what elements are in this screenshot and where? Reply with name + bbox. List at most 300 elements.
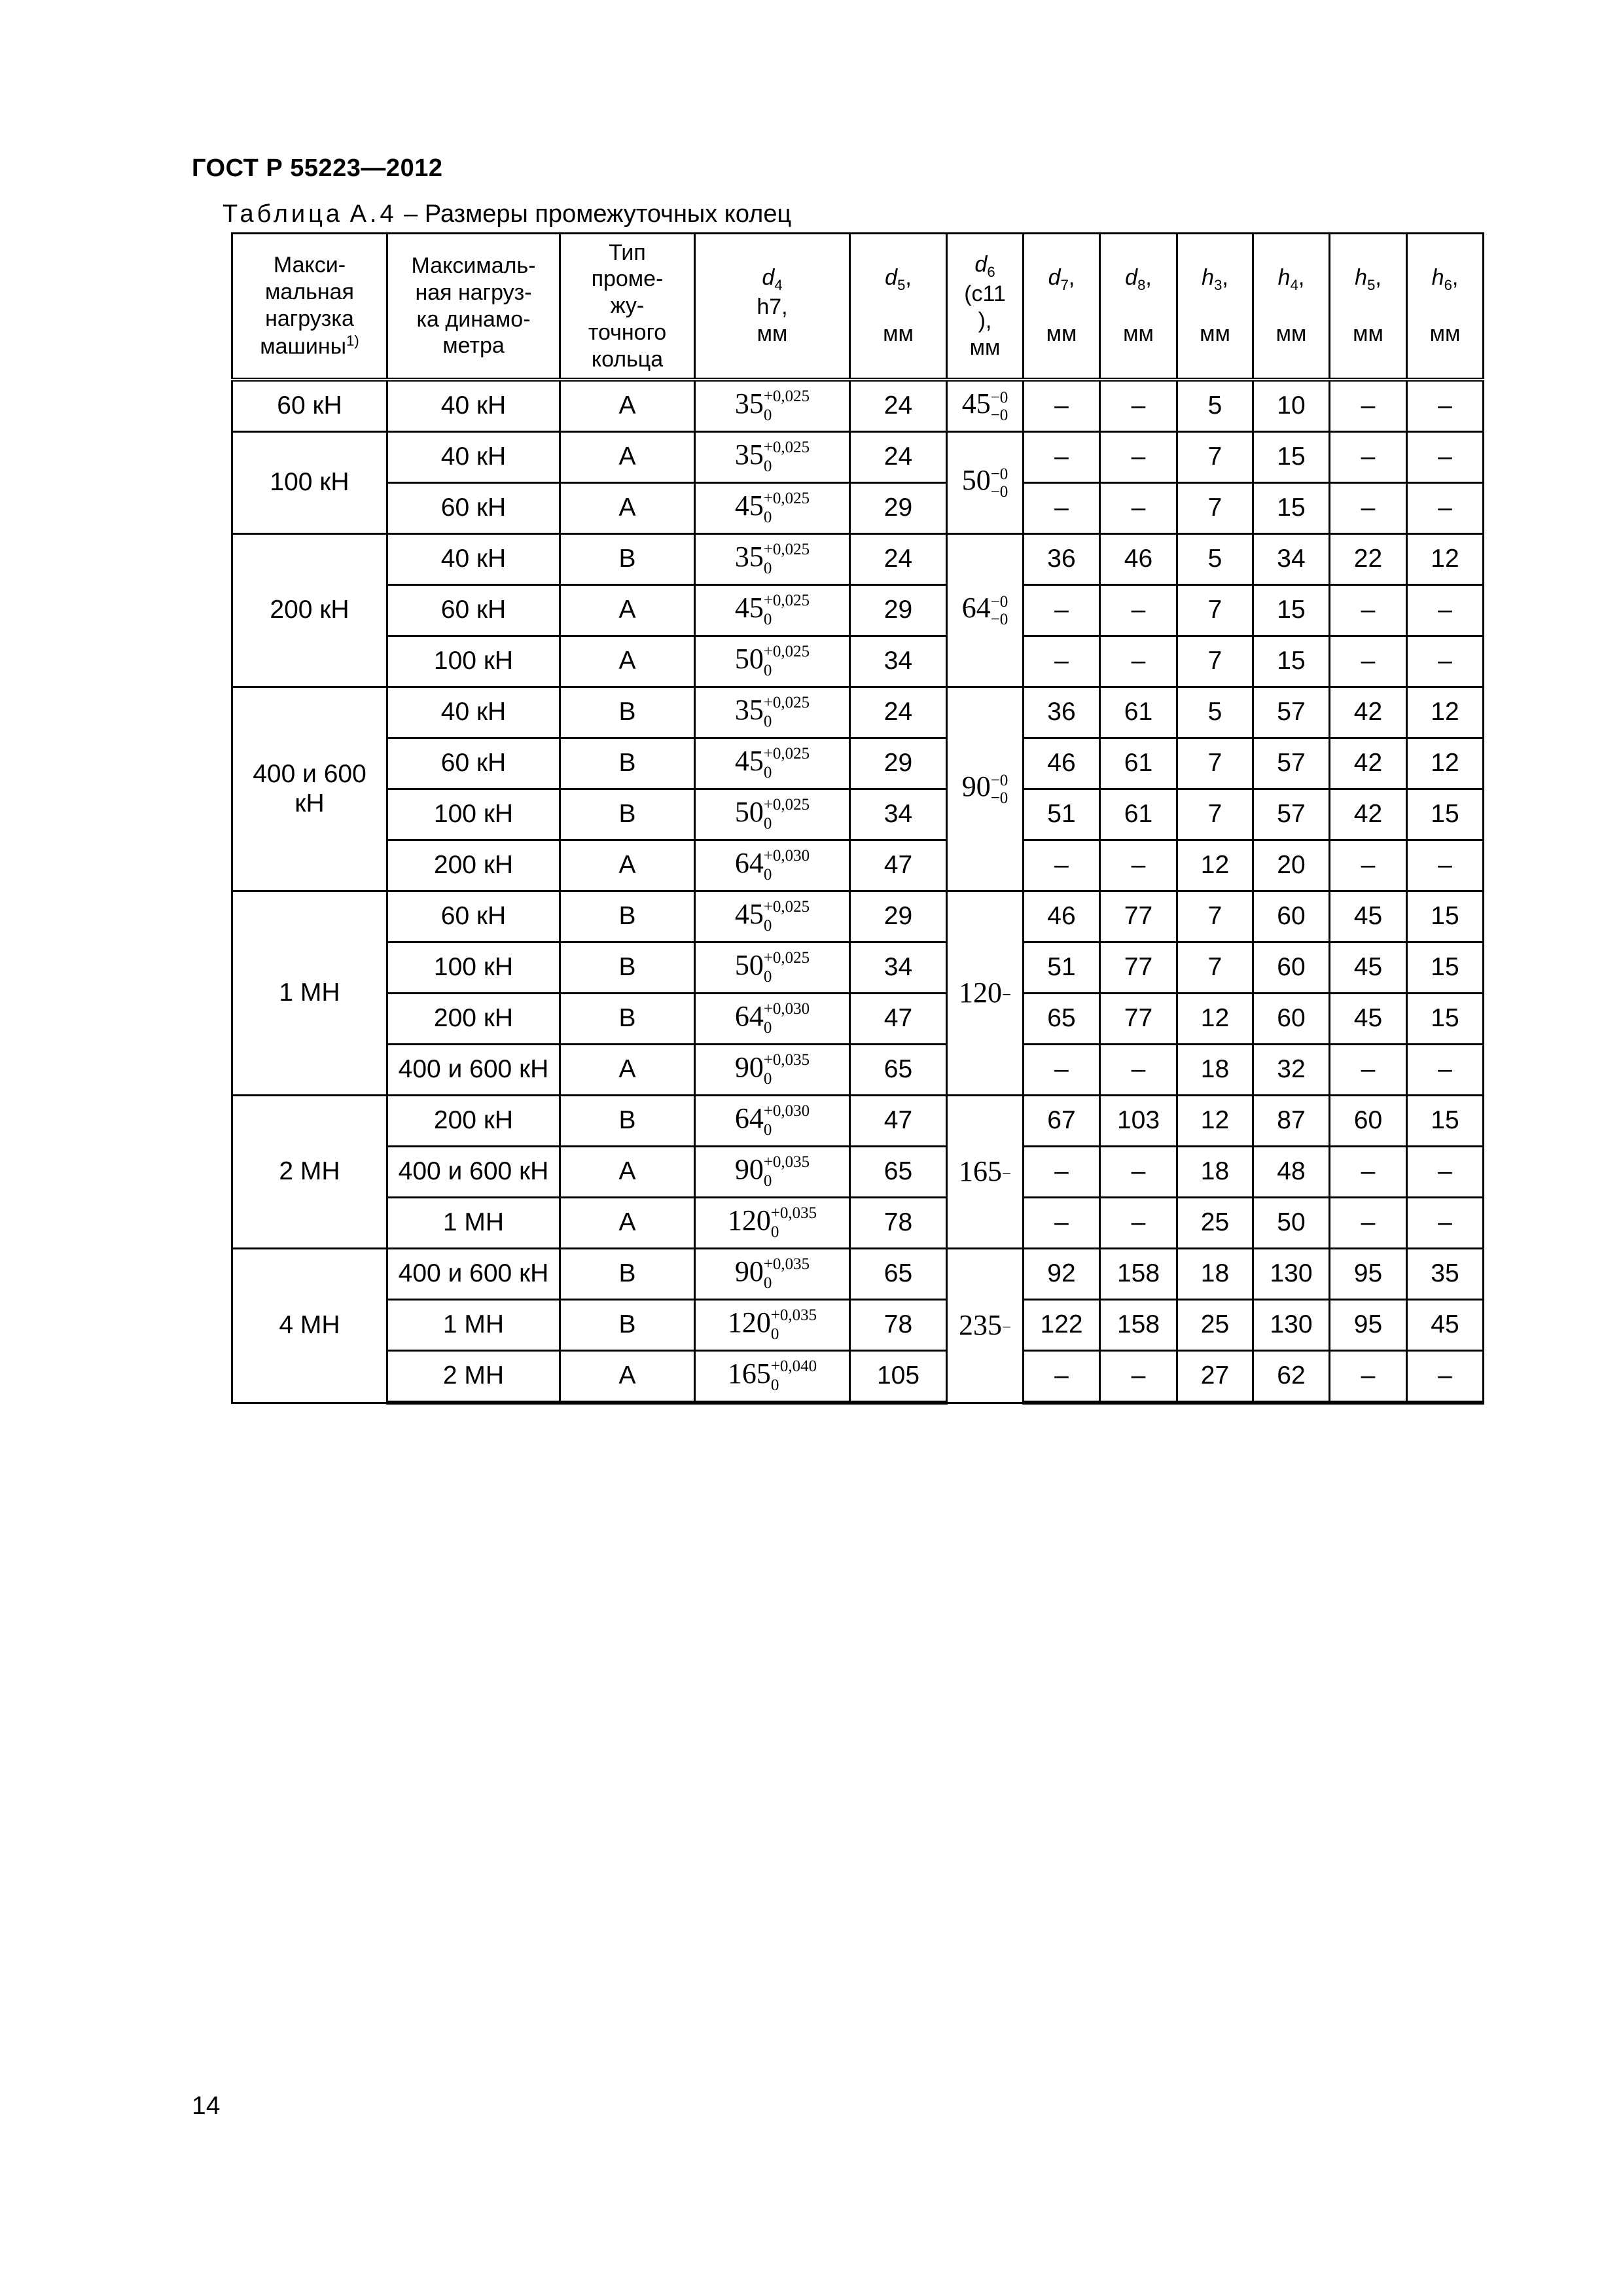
cell-d8: – <box>1100 636 1177 687</box>
cell-dynamometer-load: 200 кН <box>387 840 560 891</box>
cell-machine-load: 2 МН <box>232 1096 387 1249</box>
d6-nominal: 90 <box>961 770 991 803</box>
cell-d4 <box>695 1249 850 1300</box>
d4-lower-deviation: 0 <box>770 1376 779 1394</box>
cell-h6: 12 <box>1407 534 1484 585</box>
cell-d4 <box>695 942 850 994</box>
cell-d7: 51 <box>1024 942 1100 994</box>
cell-d4 <box>695 789 850 840</box>
d6-upper-deviation: −0 <box>990 388 1008 406</box>
d4-nominal: 50 <box>734 948 764 981</box>
cell-dynamometer-load: 40 кН <box>387 687 560 738</box>
d6-tolerance <box>1002 986 1011 1005</box>
d4-tolerance <box>764 898 810 936</box>
d4-tolerance <box>764 949 810 987</box>
col-header-h6: $h_6$, мм <box>1407 234 1484 380</box>
cell-d4 <box>695 1096 850 1147</box>
cell-dynamometer-load: 200 кН <box>387 1096 560 1147</box>
cell-d8: 61 <box>1100 789 1177 840</box>
cell-machine-load: 1 МН <box>232 891 387 1096</box>
cell-h6: – <box>1407 380 1484 432</box>
d6-lower-deviation: − <box>1001 1319 1012 1337</box>
cell-d5: 29 <box>850 891 947 942</box>
cell-h3: 7 <box>1177 891 1253 942</box>
d4-nominal: 64 <box>734 1102 764 1134</box>
d4-tolerance <box>764 1000 810 1038</box>
d4-lower-deviation: 0 <box>763 967 772 986</box>
d4-lower-deviation: 0 <box>763 661 772 679</box>
cell-h4: 62 <box>1253 1351 1330 1403</box>
cell-d8: 77 <box>1100 994 1177 1045</box>
cell-ring-type: В <box>560 891 695 942</box>
cell-ring-type: А <box>560 1198 695 1249</box>
d4-nominal: 45 <box>734 897 764 930</box>
col-header-d6: $d_6$ (c11 ), мм <box>947 234 1024 380</box>
cell-d8: – <box>1100 432 1177 483</box>
cell-d5: 29 <box>850 585 947 636</box>
d6-tolerance <box>991 772 1008 808</box>
d4-nominal: 35 <box>734 693 764 726</box>
table-caption <box>223 200 791 228</box>
cell-h3: 18 <box>1177 1249 1253 1300</box>
cell-h6: – <box>1407 1351 1484 1403</box>
d4-nominal: 35 <box>734 540 764 573</box>
cell-h4: 60 <box>1253 942 1330 994</box>
cell-h3: 7 <box>1177 636 1253 687</box>
header-row <box>232 234 1484 380</box>
cell-h5: – <box>1330 636 1407 687</box>
cell-d8: – <box>1100 380 1177 432</box>
d4-lower-deviation: 0 <box>763 406 772 424</box>
cell-d5: 24 <box>850 534 947 585</box>
d4-nominal: 45 <box>734 744 764 777</box>
cell-h3: 12 <box>1177 994 1253 1045</box>
caption-title: Размеры промежуточных колец <box>424 200 792 228</box>
cell-d7: – <box>1024 432 1100 483</box>
d6-nominal: 45 <box>961 387 991 420</box>
cell-d8: – <box>1100 1147 1177 1198</box>
cell-dynamometer-load: 40 кН <box>387 380 560 432</box>
cell-d7: – <box>1024 483 1100 534</box>
d4-lower-deviation: 0 <box>763 916 772 935</box>
table-row <box>232 994 1484 1045</box>
d4-upper-deviation: +0,035 <box>770 1306 817 1324</box>
cell-d6 <box>947 1096 1024 1249</box>
cell-h3: 7 <box>1177 942 1253 994</box>
cell-ring-type: В <box>560 534 695 585</box>
cell-ring-type: А <box>560 840 695 891</box>
cell-ring-type: В <box>560 1300 695 1351</box>
cell-d7: – <box>1024 1198 1100 1249</box>
d4-upper-deviation: +0,030 <box>763 846 810 865</box>
d4-nominal: 90 <box>734 1255 764 1287</box>
cell-machine-load: 200 кН <box>232 534 387 687</box>
cell-h4: 32 <box>1253 1045 1330 1096</box>
col-header-h3: $h_3$, мм <box>1177 234 1253 380</box>
cell-d8: – <box>1100 483 1177 534</box>
cell-h4: 34 <box>1253 534 1330 585</box>
d4-tolerance <box>764 1051 810 1089</box>
cell-dynamometer-load: 40 кН <box>387 432 560 483</box>
cell-d5: 47 <box>850 994 947 1045</box>
cell-d8: 61 <box>1100 738 1177 789</box>
cell-h3: 25 <box>1177 1300 1253 1351</box>
cell-h4: 130 <box>1253 1300 1330 1351</box>
cell-d7: – <box>1024 585 1100 636</box>
document-code: ГОСТ Р 55223—2012 <box>192 154 443 182</box>
cell-d5: 65 <box>850 1045 947 1096</box>
table-row <box>232 636 1484 687</box>
table-row <box>232 789 1484 840</box>
cell-h3: 7 <box>1177 585 1253 636</box>
cell-d5: 78 <box>850 1300 947 1351</box>
cell-h4: 60 <box>1253 994 1330 1045</box>
cell-h6: 12 <box>1407 738 1484 789</box>
d4-upper-deviation: +0,035 <box>763 1255 810 1273</box>
cell-d8: – <box>1100 585 1177 636</box>
cell-dynamometer-load: 1 МН <box>387 1198 560 1249</box>
cell-h5: – <box>1330 432 1407 483</box>
cell-h5: – <box>1330 1147 1407 1198</box>
d4-tolerance <box>771 1204 817 1242</box>
cell-ring-type: В <box>560 942 695 994</box>
table-row <box>232 380 1484 432</box>
d4-upper-deviation: +0,025 <box>763 897 810 916</box>
d4-nominal: 35 <box>734 387 764 420</box>
cell-d5: 47 <box>850 1096 947 1147</box>
col-header-dynamometer: Максималь- ная нагруз- ка динамо- метра <box>387 234 560 380</box>
col-header-d5: $d_5$, мм <box>850 234 947 380</box>
cell-dynamometer-load: 100 кН <box>387 942 560 994</box>
cell-h3: 27 <box>1177 1351 1253 1403</box>
cell-d4 <box>695 1351 850 1403</box>
cell-ring-type: В <box>560 1096 695 1147</box>
d6-nominal: 50 <box>961 464 991 497</box>
d4-tolerance <box>764 387 810 425</box>
cell-ring-type: В <box>560 687 695 738</box>
cell-d8: 77 <box>1100 891 1177 942</box>
cell-dynamometer-load: 400 и 600 кН <box>387 1045 560 1096</box>
d4-nominal: 120 <box>727 1306 771 1338</box>
cell-dynamometer-load: 2 МН <box>387 1351 560 1403</box>
cell-d8: 77 <box>1100 942 1177 994</box>
cell-h3: 5 <box>1177 534 1253 585</box>
cell-d7: 51 <box>1024 789 1100 840</box>
cell-d5: 47 <box>850 840 947 891</box>
cell-d4 <box>695 1300 850 1351</box>
cell-dynamometer-load: 40 кН <box>387 534 560 585</box>
d6-lower-deviation: −0 <box>990 483 1008 501</box>
table-row <box>232 1147 1484 1198</box>
cell-h5: – <box>1330 483 1407 534</box>
table-row <box>232 687 1484 738</box>
cell-d7: – <box>1024 1351 1100 1403</box>
cell-ring-type: А <box>560 1045 695 1096</box>
cell-h4: 60 <box>1253 891 1330 942</box>
d6-lower-deviation: −0 <box>990 789 1008 808</box>
cell-d7: 65 <box>1024 994 1100 1045</box>
d4-tolerance <box>764 847 810 885</box>
d4-lower-deviation: 0 <box>763 814 772 833</box>
d4-lower-deviation: 0 <box>763 1274 772 1292</box>
cell-machine-load: 400 и 600 кН <box>232 687 387 891</box>
d4-lower-deviation: 0 <box>763 508 772 526</box>
cell-ring-type: А <box>560 1147 695 1198</box>
d4-lower-deviation: 0 <box>770 1325 779 1343</box>
d4-upper-deviation: +0,025 <box>763 948 810 967</box>
cell-d6 <box>947 380 1024 432</box>
d4-upper-deviation: +0,030 <box>763 999 810 1018</box>
cell-d8: – <box>1100 840 1177 891</box>
cell-h3: 7 <box>1177 483 1253 534</box>
d6-nominal: 165 <box>958 1155 1002 1188</box>
cell-h6: – <box>1407 636 1484 687</box>
cell-h3: 12 <box>1177 840 1253 891</box>
cell-d5: 24 <box>850 432 947 483</box>
cell-h5: 22 <box>1330 534 1407 585</box>
cell-h5: – <box>1330 1198 1407 1249</box>
cell-d7: 36 <box>1024 687 1100 738</box>
cell-h5: 95 <box>1330 1300 1407 1351</box>
cell-h6: – <box>1407 1147 1484 1198</box>
d4-upper-deviation: +0,025 <box>763 591 810 609</box>
table-row <box>232 585 1484 636</box>
cell-h4: 20 <box>1253 840 1330 891</box>
d4-lower-deviation: 0 <box>763 559 772 577</box>
cell-d6 <box>947 1249 1024 1403</box>
cell-h6: – <box>1407 1198 1484 1249</box>
cell-h5: – <box>1330 840 1407 891</box>
cell-d4 <box>695 636 850 687</box>
cell-dynamometer-load: 400 и 600 кН <box>387 1147 560 1198</box>
cell-ring-type: В <box>560 1249 695 1300</box>
cell-d4 <box>695 585 850 636</box>
d6-tolerance <box>991 593 1008 629</box>
cell-d7: 67 <box>1024 1096 1100 1147</box>
cell-d4 <box>695 432 850 483</box>
cell-d5: 29 <box>850 738 947 789</box>
table-row <box>232 534 1484 585</box>
cell-h5: – <box>1330 585 1407 636</box>
d4-lower-deviation: 0 <box>770 1223 779 1241</box>
page-number: 14 <box>192 2092 221 2120</box>
cell-d7: 46 <box>1024 891 1100 942</box>
d4-lower-deviation: 0 <box>763 712 772 730</box>
col-header-h4: $h_4$, мм <box>1253 234 1330 380</box>
cell-h6: 12 <box>1407 687 1484 738</box>
cell-h5: – <box>1330 380 1407 432</box>
d4-nominal: 64 <box>734 999 764 1032</box>
d4-upper-deviation: +0,040 <box>770 1357 817 1375</box>
cell-dynamometer-load: 1 МН <box>387 1300 560 1351</box>
cell-dynamometer-load: 400 и 600 кН <box>387 1249 560 1300</box>
cell-d8: 46 <box>1100 534 1177 585</box>
d4-nominal: 90 <box>734 1050 764 1083</box>
table-row <box>232 1351 1484 1403</box>
d4-upper-deviation: +0,025 <box>763 438 810 456</box>
cell-h4: 50 <box>1253 1198 1330 1249</box>
cell-d5: 34 <box>850 636 947 687</box>
col-header-d7: $d_7$, мм <box>1024 234 1100 380</box>
table-row <box>232 891 1484 942</box>
cell-d4 <box>695 687 850 738</box>
cell-d8: 103 <box>1100 1096 1177 1147</box>
d4-upper-deviation: +0,025 <box>763 489 810 507</box>
d4-nominal: 35 <box>734 438 764 471</box>
ring-dimensions-table <box>231 232 1484 1405</box>
cell-ring-type: В <box>560 789 695 840</box>
d6-tolerance <box>991 465 1008 501</box>
cell-d6 <box>947 891 1024 1096</box>
cell-h4: 15 <box>1253 585 1330 636</box>
d6-upper-deviation: −0 <box>990 465 1008 483</box>
col-header-d4: $d_4$ h7, мм <box>695 234 850 380</box>
cell-h6: – <box>1407 1045 1484 1096</box>
d4-nominal: 90 <box>734 1153 764 1185</box>
caption-dash: – <box>404 200 418 228</box>
table-row <box>232 432 1484 483</box>
cell-d7: – <box>1024 636 1100 687</box>
d4-lower-deviation: 0 <box>763 865 772 884</box>
d6-nominal: 64 <box>961 592 991 624</box>
d6-upper-deviation: −0 <box>990 592 1008 611</box>
cell-d4 <box>695 840 850 891</box>
cell-ring-type: А <box>560 1351 695 1403</box>
cell-d5: 29 <box>850 483 947 534</box>
table-row <box>232 738 1484 789</box>
d4-tolerance <box>764 592 810 630</box>
d4-upper-deviation: +0,025 <box>763 387 810 405</box>
cell-d5: 65 <box>850 1147 947 1198</box>
cell-ring-type: А <box>560 585 695 636</box>
cell-d4 <box>695 380 850 432</box>
cell-h6: 15 <box>1407 891 1484 942</box>
cell-d4 <box>695 534 850 585</box>
cell-h6: 15 <box>1407 789 1484 840</box>
d4-nominal: 50 <box>734 642 764 675</box>
table-row <box>232 1198 1484 1249</box>
cell-h5: 42 <box>1330 738 1407 789</box>
d4-upper-deviation: +0,025 <box>763 744 810 762</box>
cell-d7: – <box>1024 1045 1100 1096</box>
cell-h5: 45 <box>1330 942 1407 994</box>
d4-nominal: 45 <box>734 489 764 522</box>
cell-h5: 42 <box>1330 687 1407 738</box>
cell-h6: 15 <box>1407 994 1484 1045</box>
table-row <box>232 1249 1484 1300</box>
d4-lower-deviation: 0 <box>763 1018 772 1037</box>
cell-d7: – <box>1024 840 1100 891</box>
cell-machine-load: 60 кН <box>232 380 387 432</box>
d4-lower-deviation: 0 <box>763 610 772 628</box>
d6-upper-deviation: −0 <box>990 771 1008 789</box>
d4-lower-deviation: 0 <box>763 457 772 475</box>
cell-dynamometer-load: 200 кН <box>387 994 560 1045</box>
cell-d5: 78 <box>850 1198 947 1249</box>
cell-h6: 15 <box>1407 1096 1484 1147</box>
cell-d4 <box>695 1198 850 1249</box>
cell-dynamometer-load: 60 кН <box>387 738 560 789</box>
cell-h5: 95 <box>1330 1249 1407 1300</box>
cell-h4: 57 <box>1253 687 1330 738</box>
cell-h3: 5 <box>1177 380 1253 432</box>
cell-d8: – <box>1100 1198 1177 1249</box>
cell-h6: – <box>1407 432 1484 483</box>
cell-h5: 42 <box>1330 789 1407 840</box>
cell-d7: 46 <box>1024 738 1100 789</box>
cell-ring-type: А <box>560 432 695 483</box>
cell-ring-type: А <box>560 636 695 687</box>
caption-number: А.4 <box>349 200 397 228</box>
table-row <box>232 942 1484 994</box>
cell-d7: – <box>1024 380 1100 432</box>
cell-machine-load: 4 МН <box>232 1249 387 1403</box>
d4-tolerance <box>764 1102 810 1140</box>
cell-d8: – <box>1100 1045 1177 1096</box>
d4-tolerance <box>764 1153 810 1191</box>
d4-upper-deviation: +0,025 <box>763 642 810 660</box>
cell-d7: 122 <box>1024 1300 1100 1351</box>
cell-h4: 48 <box>1253 1147 1330 1198</box>
d4-upper-deviation: +0,030 <box>763 1102 810 1120</box>
cell-dynamometer-load: 60 кН <box>387 585 560 636</box>
d4-upper-deviation: +0,025 <box>763 795 810 814</box>
cell-h3: 7 <box>1177 432 1253 483</box>
d4-upper-deviation: +0,025 <box>763 693 810 711</box>
cell-d5: 34 <box>850 789 947 840</box>
cell-h4: 57 <box>1253 789 1330 840</box>
cell-dynamometer-load: 100 кН <box>387 636 560 687</box>
cell-dynamometer-load: 100 кН <box>387 789 560 840</box>
d4-nominal: 45 <box>734 591 764 624</box>
cell-d7: 92 <box>1024 1249 1100 1300</box>
d6-tolerance <box>1002 1165 1011 1183</box>
cell-h4: 130 <box>1253 1249 1330 1300</box>
cell-h3: 7 <box>1177 789 1253 840</box>
cell-d6 <box>947 534 1024 687</box>
cell-d4 <box>695 1045 850 1096</box>
table-row <box>232 840 1484 891</box>
cell-h4: 15 <box>1253 432 1330 483</box>
cell-d5: 34 <box>850 942 947 994</box>
d4-nominal: 50 <box>734 795 764 828</box>
table-row <box>232 1096 1484 1147</box>
d4-tolerance <box>764 439 810 476</box>
d6-tolerance <box>991 389 1008 425</box>
cell-h5: – <box>1330 1045 1407 1096</box>
cell-ring-type: В <box>560 738 695 789</box>
cell-h5: – <box>1330 1351 1407 1403</box>
d4-tolerance <box>764 541 810 579</box>
cell-h4: 87 <box>1253 1096 1330 1147</box>
d6-nominal: 235 <box>958 1308 1002 1341</box>
d6-nominal: 120 <box>958 977 1002 1009</box>
d4-upper-deviation: +0,035 <box>770 1204 817 1222</box>
cell-ring-type: А <box>560 380 695 432</box>
cell-h6: – <box>1407 840 1484 891</box>
cell-machine-load: 100 кН <box>232 432 387 534</box>
cell-d7: 36 <box>1024 534 1100 585</box>
d6-lower-deviation: − <box>1001 986 1012 1005</box>
cell-h5: 45 <box>1330 994 1407 1045</box>
cell-h6: 45 <box>1407 1300 1484 1351</box>
d6-lower-deviation: −0 <box>990 611 1008 629</box>
cell-d5: 24 <box>850 687 947 738</box>
d4-lower-deviation: 0 <box>763 763 772 781</box>
d4-tolerance <box>764 490 810 528</box>
cell-dynamometer-load: 60 кН <box>387 891 560 942</box>
d4-tolerance <box>771 1306 817 1344</box>
